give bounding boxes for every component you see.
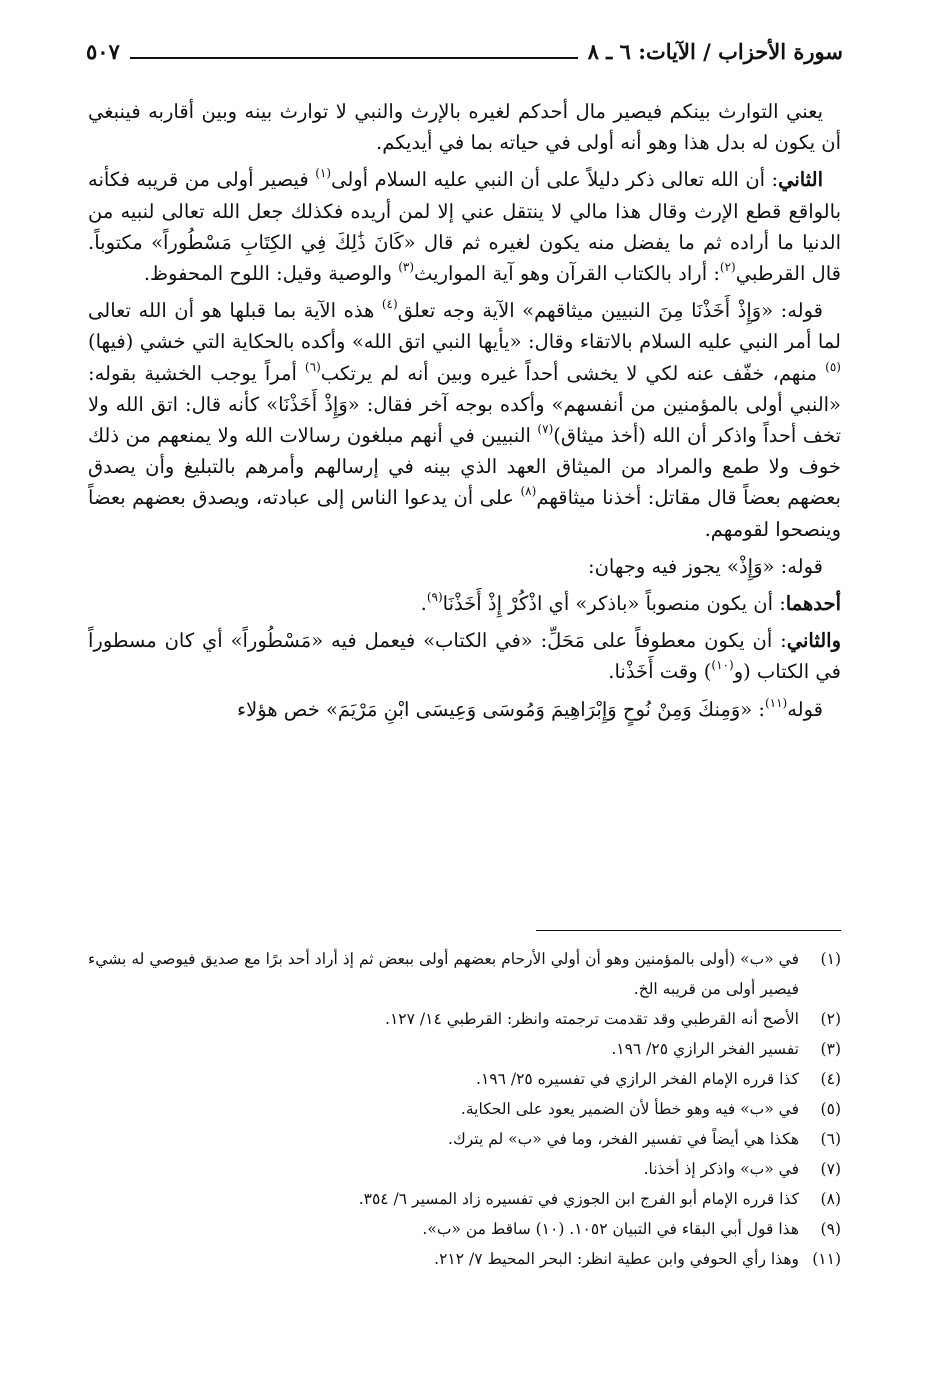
footnote-ref: (٢) — [719, 260, 736, 275]
paragraph-text: أمراً يوجب الخشية بقوله: «النبي أولى بالمؤمنين من أنفسهم» وأكده بوجه آخر فقال: «وَإِذْ أَخَذْنَا» كأنه قال: اتق الله ولا تخف أحداً واذكر أن الله (أخذ ميثاق) — [88, 361, 841, 448]
footnote-text: كذا قرره الإمام الفخر الرازي في تفسيره ٢٥/ ١٩٦. — [476, 1070, 799, 1088]
paragraph-2 — [88, 164, 841, 289]
paragraph-lead: الثاني — [778, 168, 823, 192]
paragraph-text: : أراد بالكتاب القرآن وهو آية المواريث — [414, 262, 720, 286]
footnote-number: (٧) — [820, 1160, 841, 1178]
paragraph-4 — [88, 551, 841, 582]
footnote — [88, 1214, 841, 1244]
footnote-text: هكذا هي أيضاً في تفسير الفخر، وما في «ب» لم يترك. — [448, 1130, 799, 1148]
paragraph-text: على أن يدعوا الناس إلى عبادته، ويصدق بعضهم بعضاً وينصحوا لقومهم. — [88, 486, 841, 541]
paragraph-7 — [88, 694, 841, 725]
footnote — [88, 1124, 841, 1154]
footnote-ref: (٥) — [825, 359, 841, 374]
paragraph-text: : «وَمِنكَ وَمِنْ نُوحٍ وَإِبْرَاهِيمَ وَمُوسَى وَعِيسَى ابْنِ مَرْيَمَ» خص هؤلاء — [236, 697, 765, 721]
footnote-text: وهذا رأي الحوفي وابن عطية انظر: البحر المحيط ٧/ ٢١٢. — [434, 1250, 799, 1268]
footnotes — [88, 944, 841, 1274]
paragraph-6 — [88, 625, 841, 687]
footnote-number: (٤) — [820, 1070, 841, 1088]
paragraph-text: هذه الآية بما قبلها هو أن الله تعالى لما أمر النبي عليه السلام بالاتقاء وقال: «يأيها النبي اتق الله» وأكده بالحكاية التي خشي (فيها) — [88, 299, 841, 354]
paragraph-text: فيصير أولى من قريبه فكأنه بالواقع قطع الإرث وقال هذا مالي لا ينتقل عني إلا لمن أريده فكذلك جعل الله تعالى لنبيه من الدنيا ما أراده ثم ما يفضل منه يكون لغيره ثم قال «كَانَ ذَٰلِكَ فِي الكِتَابِ مَسْطُوراً» مكتوباً. قال القرطبي — [88, 168, 841, 286]
surah-title: سورة الأحزاب / الآيات: ٦ ـ ٨ — [587, 39, 843, 64]
footnote-ref: (٦) — [304, 359, 321, 374]
footnote — [88, 1064, 841, 1094]
footnote-ref: (٧) — [537, 422, 554, 437]
paragraph-text: قوله: «وَإِذْ» يجوز فيه وجهان: — [588, 554, 823, 578]
footnote-ref: (١١) — [764, 695, 788, 710]
page-number: ٥٠٧ — [86, 39, 120, 64]
paragraph-text: : أن يكون معطوفاً على مَحَلِّ: «في الكتاب» فيعمل فيه «مَسْطُوراً» أي كان مسطوراً في الكتاب (و — [88, 629, 841, 684]
footnote-ref: (١) — [315, 166, 332, 181]
paragraph-5 — [88, 588, 841, 619]
footnote-text: في «ب» (أولى بالمؤمنين وهو أن أولي الأرحام بعضهم أولى ببعض ثم إذ أراد أحد برًا مع صديق فيوصي له بشيء فيصير أولى من قريبه الخ. — [88, 950, 799, 998]
paragraph-text: : أن يكون منصوباً «باذكر» أي اذْكُرْ إِذْ أَخَذْنَا — [442, 592, 786, 616]
paragraph-text: قوله — [787, 697, 823, 721]
paragraph-text: منهم، خفّف عنه لكي لا يخشى أحداً غيره وبين أنه لم يرتكب — [320, 361, 826, 385]
footnote-number: (٣) — [820, 1040, 841, 1058]
footnote — [88, 1094, 841, 1124]
footnote-separator — [536, 930, 841, 931]
paragraph-lead: والثاني — [786, 629, 842, 653]
footnote-ref: (٨) — [520, 484, 537, 499]
footnote-number: (١١) — [812, 1250, 841, 1268]
footnote-text: هذا قول أبي البقاء في التبيان ١٠٥٢. (١٠) ساقط من «ب». — [422, 1220, 799, 1238]
paragraph-3 — [88, 295, 841, 545]
footnote-text: الأصح أنه القرطبي وقد تقدمت ترجمته وانظر: القرطبي ١٤/ ١٢٧. — [385, 1010, 799, 1028]
paragraph-text: والوصية وقيل: اللوح المحفوظ. — [143, 262, 399, 286]
paragraph-text: : أن الله تعالى ذكر دليلاً على أن النبي عليه السلام أولى — [331, 168, 779, 192]
footnote-ref: (٤) — [381, 297, 398, 312]
footnote-number: (٩) — [820, 1220, 841, 1238]
footnote — [88, 1244, 841, 1274]
footnote-ref: (١٠) — [711, 658, 734, 673]
footnote-number: (٨) — [820, 1190, 841, 1208]
footnote-ref: (٩) — [426, 590, 443, 605]
footnote-number: (١) — [820, 950, 841, 968]
footnote-number: (٢) — [820, 1010, 841, 1028]
footnote — [88, 1034, 841, 1064]
footnote — [88, 1154, 841, 1184]
footnote-text: تفسير الفخر الرازي ٢٥/ ١٩٦. — [611, 1040, 799, 1058]
paragraph-1 — [88, 96, 841, 158]
footnote-number: (٦) — [820, 1130, 841, 1148]
running-header — [86, 32, 843, 66]
paragraph-text: قوله: «وَإِذْ أَخَذْنَا مِنَ النبيين ميثاقهم» الآية وجه تعلق — [397, 299, 824, 323]
footnote — [88, 944, 841, 1004]
header-rule — [130, 57, 578, 59]
footnote-text: في «ب» فيه وهو خطأ لأن الضمير يعود على الحكاية. — [460, 1100, 799, 1118]
footnote-text: كذا قرره الإمام أبو الفرج ابن الجوزي في تفسيره زاد المسير ٦/ ٣٥٤. — [358, 1190, 799, 1208]
paragraph-text: . — [420, 592, 427, 616]
paragraph-text: ) وقت أَخَذْنا. — [608, 660, 712, 684]
paragraph-lead: أحدهما — [785, 592, 841, 616]
footnote-text: في «ب» واذكر إذ أخذنا. — [643, 1160, 799, 1178]
footnote — [88, 1004, 841, 1034]
paragraph-text: يعني التوارث بينكم فيصير مال أحدكم لغيره بالإرث والنبي لا توارث بينه وبين أقاربه فينبغي أن يكون له بدل هذا وهو أنه أولى في حياته بما في أيديكم. — [88, 100, 841, 155]
paragraph-text: النبيين في أنهم مبلغون رسالات الله ولا يمنعهم من ذلك خوف ولا طمع والمراد من الميثاق العهد الذي بينه في إرسالهم وأمرهم بالتبليغ وأن يصدق بعضهم بعضاً قال مقاتل: أخذنا ميثاقهم — [88, 424, 841, 510]
footnote-number: (٥) — [820, 1100, 841, 1118]
footnote-ref: (٣) — [398, 260, 415, 275]
main-text — [88, 96, 841, 731]
footnote — [88, 1184, 841, 1214]
